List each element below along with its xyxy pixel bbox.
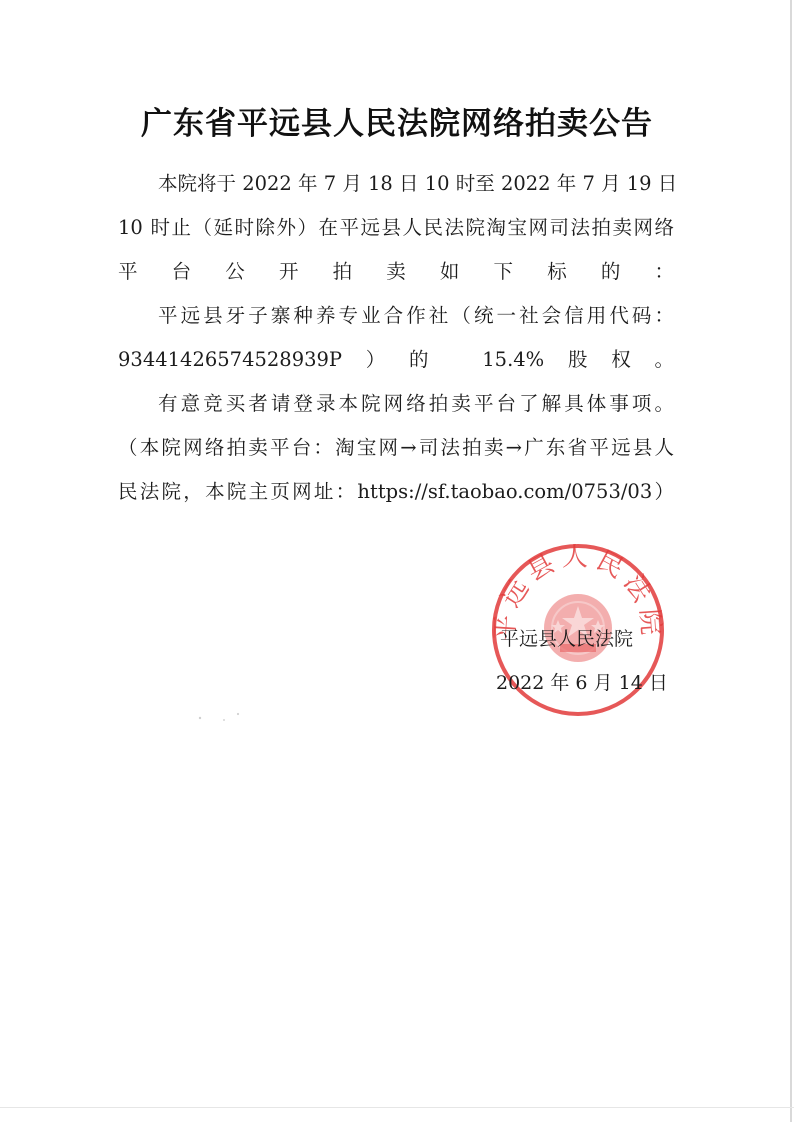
paragraph-line: 平台公开拍卖如下标的： [118, 260, 674, 283]
scan-specks [190, 700, 310, 730]
paragraph-line: 民法院，本院主页网址：https://sf.taobao.com/0753/03） [118, 480, 674, 503]
paragraph-line: 本院将于 2022 年 7 月 18 日 10 时至 2022 年 7 月 19 日 [158, 172, 678, 195]
scan-edge-bottom [0, 1107, 794, 1108]
paragraph-line: 93441426574528939P）的 15.4%股权。 [118, 348, 674, 371]
document-date: 2022 年 6 月 14 日 [496, 672, 668, 694]
paragraph-line: （本院网络拍卖平台：淘宝网→司法拍卖→广东省平远县人 [118, 436, 674, 459]
paragraph-line: 平远县牙子寨种养专业合作社（统一社会信用代码： [158, 304, 674, 327]
paragraph-line: 10 时止（延时除外）在平远县人民法院淘宝网司法拍卖网络 [118, 216, 674, 239]
paragraph-line: 有意竞买者请登录本院网络拍卖平台了解具体事项。 [158, 392, 674, 415]
paragraph-auction-time [118, 162, 678, 294]
paragraph-bidding-info [118, 382, 674, 514]
paragraph-auction-object [118, 294, 674, 382]
court-signature: 平远县人民法院 [500, 628, 634, 650]
document-title: 广东省平远县人民法院网络拍卖公告 [141, 106, 653, 142]
scan-edge [790, 0, 792, 1122]
seal-text: 平远县人民法院 [490, 542, 666, 642]
